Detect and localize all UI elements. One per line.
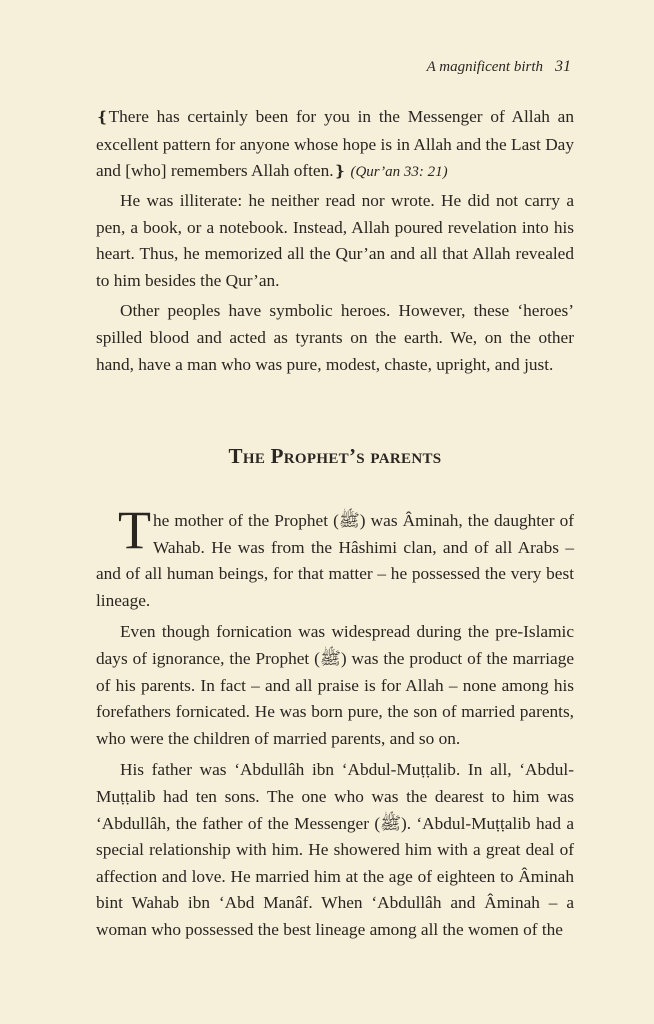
page-number: 31 (555, 58, 571, 75)
paragraph-mother (96, 500, 574, 614)
quote-reference: (Qur’an 33: 21) (350, 164, 448, 181)
section-heading: The Prophet’s parents (228, 444, 442, 468)
paragraph-illiterate: He was illiterate: he neither read nor wrote. He did not carry a pen, a book, or a notebook. Instead, Allah poured revelation into his heart. Thus, he memorized all the Qur’an and all that Allah revealed to him besides the Qur’an. (96, 191, 574, 290)
drop-cap: T (118, 500, 151, 560)
section-body (96, 500, 575, 944)
quote-open-bracket: ❴ (96, 110, 109, 126)
running-title: A magnificent birth (426, 59, 543, 75)
page-header (427, 58, 571, 76)
quote-close-bracket: ❵ (333, 164, 347, 181)
quran-quote (96, 104, 574, 186)
quote-text: There has certainly been for you in the Messenger of Allah an excellent pattern for anyone whose hope is in Allah and the Last Day and [who] remembers Allah often. (96, 107, 574, 181)
paragraph-father: His father was ‘Abdullâh ibn ‘Abdul-Muṭṭalib. In all, ‘Abdul-Muṭṭalib had ten sons. The one who was the dearest to him was ‘Abdullâh, the father of the Messenger (ﷺ). ‘Abdul-Muṭṭalib had a special relationship with him. He showered him with a great deal of affection and love. He married him at the age of eighteen to Âminah bint Wahab ibn ‘Abd Manâf. When ‘Abdullâh and Âminah – a woman who possessed the best lineage among all the women of the (96, 760, 574, 939)
paragraph-mother-text: he mother of the Prophet (ﷺ) was Âminah, the daughter of Wahab. He was from the Hâshimi clan, and of all Arabs – and of all human beings, for that matter – he possessed the very best lineage. (96, 511, 574, 610)
paragraph-fornication: Even though fornication was widespread during the pre-Islamic days of ignorance, the Prophet (ﷺ) was the product of the marriage of his parents. In fact – and all praise is for Allah – none among his forefathers fornicated. He was born pure, the son of married parents, who were the children of married parents, and so on. (96, 622, 575, 748)
intro-paragraphs (96, 188, 574, 378)
paragraph-heroes: Other peoples have symbolic heroes. However, these ‘heroes’ spilled blood and acted as tyrants on the earth. We, on the other hand, have a man who was pure, modest, chaste, upright, and just. (96, 301, 574, 374)
